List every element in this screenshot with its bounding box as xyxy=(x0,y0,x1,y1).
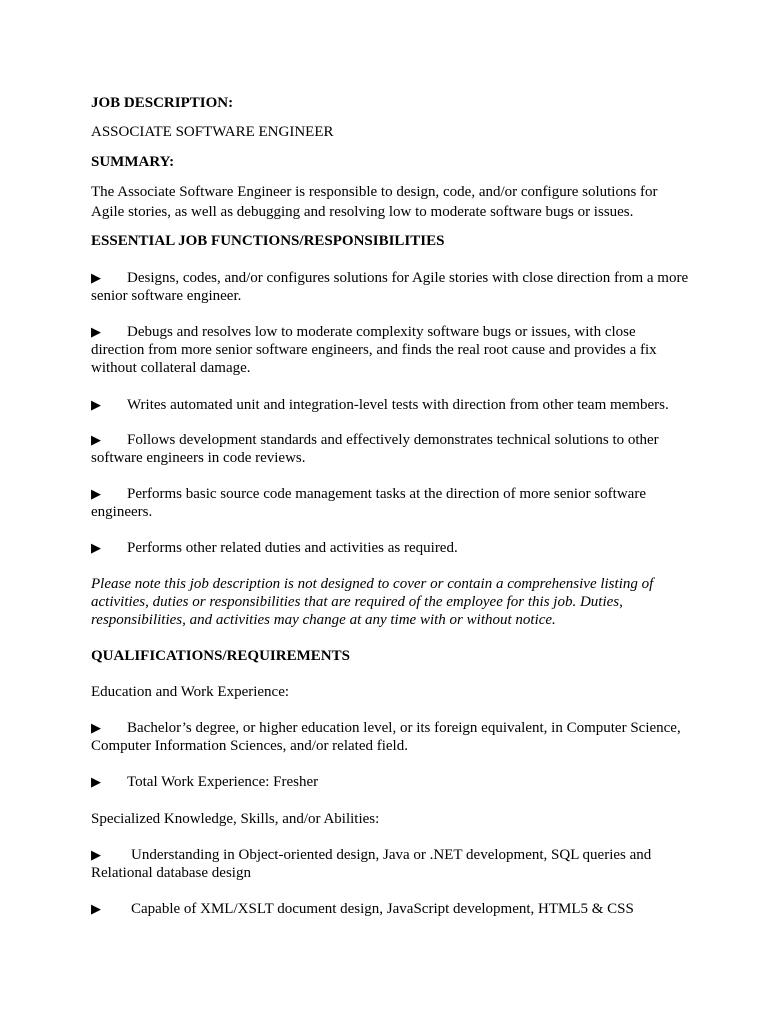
bullet-icon: ▶ xyxy=(91,270,101,285)
function-item-text: Follows development standards and effectively demonstrates technical solutions to other software engineers in code reviews. xyxy=(91,432,659,466)
skills-item xyxy=(91,846,691,882)
bullet-icon: ▶ xyxy=(91,540,101,555)
bullet-icon: ▶ xyxy=(91,901,101,916)
bullet-icon: ▶ xyxy=(91,432,101,447)
function-item xyxy=(91,431,691,467)
function-item xyxy=(91,539,691,557)
education-item xyxy=(91,773,691,791)
function-item-text: Writes automated unit and integration-level tests with direction from other team members. xyxy=(127,397,669,413)
function-item-text: Debugs and resolves low to moderate complexity software bugs or issues, with close direction from more senior software engineers, and finds the real root cause and provides a fix without collateral damage. xyxy=(91,324,657,376)
bullet-icon: ▶ xyxy=(91,720,101,735)
summary-text: The Associate Software Engineer is responsible to design, code, and/or configure solutions for Agile stories, as well as debugging and resolving low to moderate software bugs or issues. xyxy=(91,184,658,220)
skills-item xyxy=(91,900,691,918)
qualifications-heading: QUALIFICATIONS/REQUIREMENTS xyxy=(91,648,350,664)
bullet-icon: ▶ xyxy=(91,774,101,789)
job-description-heading: JOB DESCRIPTION: xyxy=(91,95,234,111)
summary-heading: SUMMARY: xyxy=(91,154,175,170)
job-title: ASSOCIATE SOFTWARE ENGINEER xyxy=(91,124,334,140)
function-item xyxy=(91,485,691,521)
skills-heading: Specialized Knowledge, Skills, and/or Abilities: xyxy=(91,811,380,827)
function-item-text: Performs other related duties and activities as required. xyxy=(127,540,458,556)
bullet-icon: ▶ xyxy=(91,324,101,339)
function-item-text: Designs, codes, and/or configures solutions for Agile stories with close direction from a more senior software engineer. xyxy=(91,270,689,304)
education-item-text: Bachelor’s degree, or higher education level, or its foreign equivalent, in Computer Science, Computer Information Sciences, and/or related field. xyxy=(91,720,681,754)
disclaimer-text: Please note this job description is not designed to cover or contain a comprehensive listing of activities, duties or responsibilities that are required of the employee for this job. Duties, responsibilities, and activities may change at any time with or without notice. xyxy=(91,576,654,628)
function-item xyxy=(91,396,711,414)
bullet-icon: ▶ xyxy=(91,847,101,862)
bullet-icon: ▶ xyxy=(91,486,101,501)
education-heading: Education and Work Experience: xyxy=(91,684,290,700)
skills-item-text: Capable of XML/XSLT document design, JavaScript development, HTML5 & CSS xyxy=(131,901,634,917)
education-item-text: Total Work Experience: Fresher xyxy=(127,774,319,790)
function-item xyxy=(91,269,691,305)
function-item xyxy=(91,323,691,377)
functions-heading: ESSENTIAL JOB FUNCTIONS/RESPONSIBILITIES xyxy=(91,233,445,249)
function-item-text: Performs basic source code management tasks at the direction of more senior software engineers. xyxy=(91,486,646,520)
bullet-icon: ▶ xyxy=(91,397,101,412)
education-item xyxy=(91,719,691,755)
skills-item-text: Understanding in Object-oriented design, Java or .NET development, SQL queries and Relational database design xyxy=(91,847,652,881)
